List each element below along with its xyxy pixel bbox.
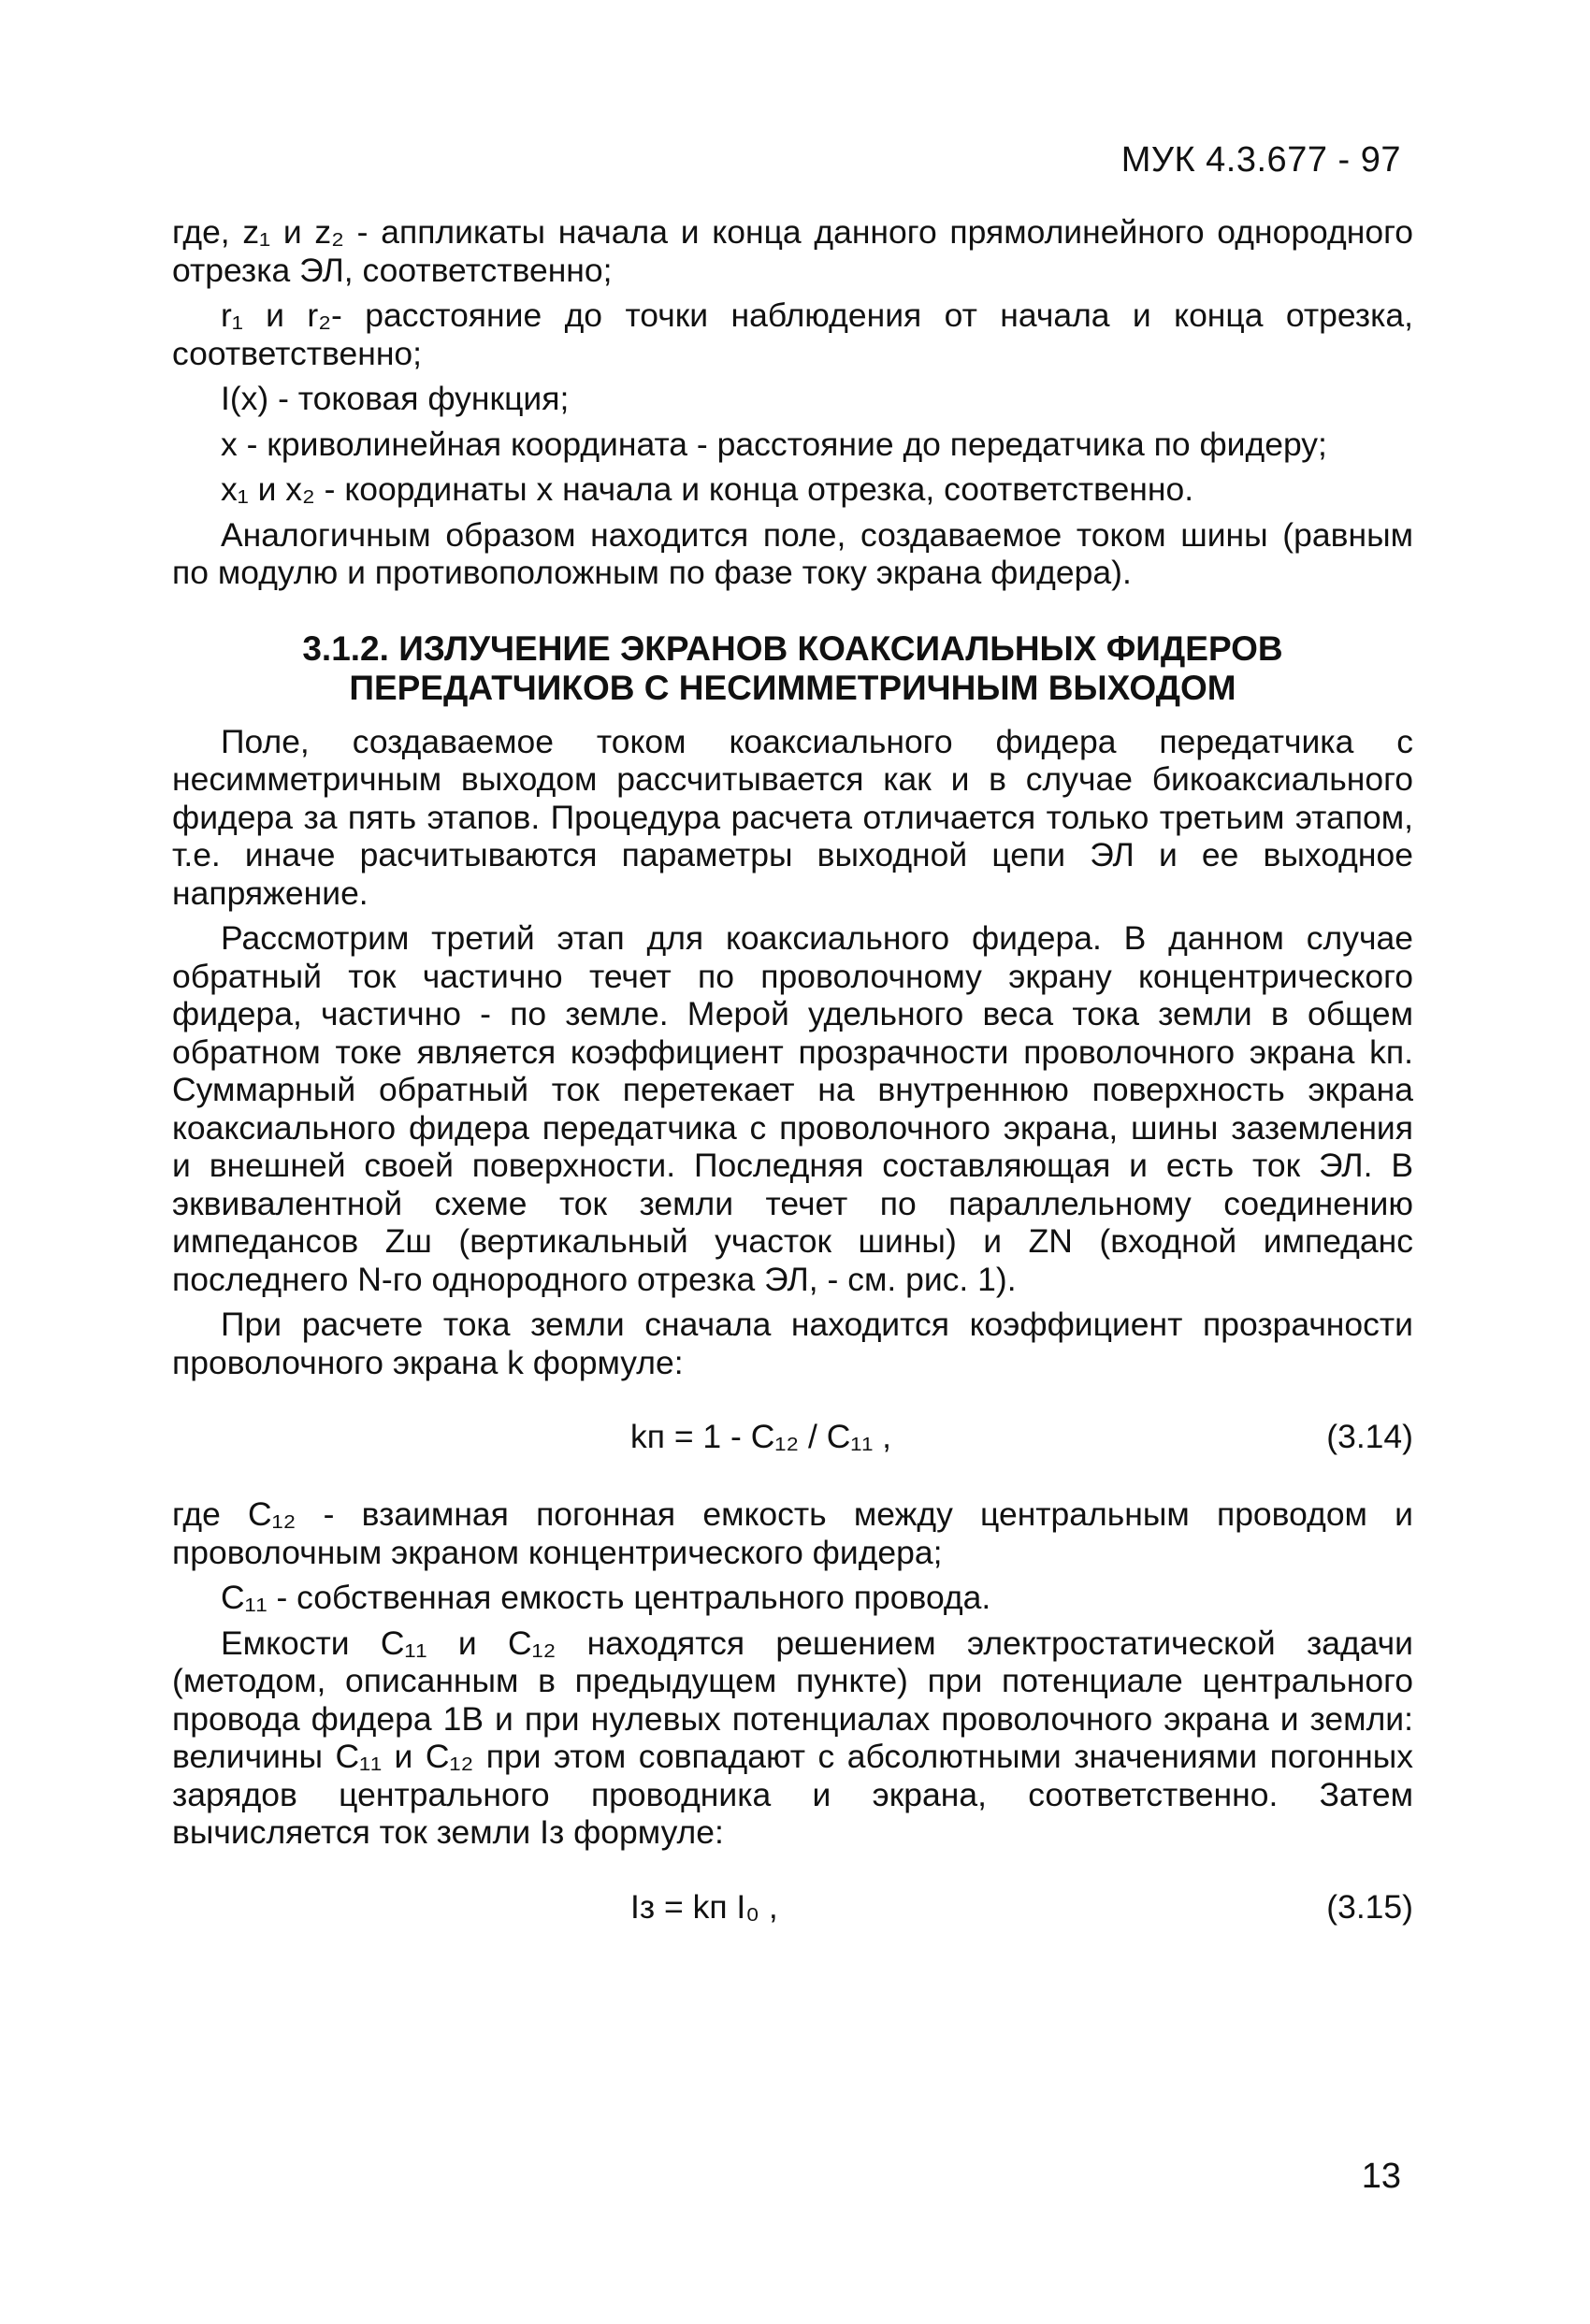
paragraph: Аналогичным образом находится поле, создаваемое током шины (равным по модулю и противоположным по фазе току экрана фидера). [172,515,1413,591]
formula-expression: Iз = kп I₀ , [630,1887,778,1926]
paragraph: r₁ и r₂- расстояние до точки наблюдения от начала и конца отрезка, соответственно; [172,296,1413,372]
paragraph: C₁₁ - собственная емкость центрального провода. [221,1579,991,1616]
paragraph: где C₁₂ - взаимная погонная емкость между центральным проводом и проволочным экраном концентрического фидера; [172,1495,1413,1571]
paragraph: где, z₁ и z₂ - аппликаты начала и конца данного прямолинейного однородного отрезка ЭЛ, соответственно; [172,213,1413,289]
paragraph: При расчете тока земли сначала находится коэффициент прозрачности проволочного экрана k формуле: [172,1306,1413,1381]
paragraph: I(x) - токовая функция; [221,380,570,417]
page-number: 13 [1361,2157,1401,2196]
paragraph: x₁ и x₂ - координаты x начала и конца отрезка, соответственно. [221,470,1194,508]
formula-number: (3.14) [1326,1418,1413,1455]
section-heading [172,629,1413,708]
section-heading-line: 3.1.2. ИЗЛУЧЕНИЕ ЭКРАНОВ КОАКСИАЛЬНЫХ ФИДЕРОВ [302,628,1283,668]
formula-number: (3.15) [1326,1887,1413,1926]
paragraph: Рассмотрим третий этап для коаксиального фидера. В данном случае обратный ток частично течет по проволочному экрану концентрического фидера, частично - по земле. Мерой удельного веса тока земли в общем обратном токе является коэффициент прозрачности проволочного экрана kп. Суммарный обратный ток перетекает на внутреннюю поверхность экрана коаксиального фидера передатчика с проволочного экрана, шины заземления и внешней своей поверхности. Последняя составляющая и есть ток ЭЛ. В эквивалентной схеме ток земли течет по параллельному соединению импедансов Zш (вертикальный участок шины) и ZN (входной импеданс последнего N-го однородного отрезка ЭЛ, - см. рис. 1). [172,919,1413,1298]
document-code: МУК 4.3.677 - 97 [1120,140,1401,180]
formula-expression: kп = 1 - C₁₂ / C₁₁ , [630,1418,892,1455]
formula-3-14 [172,1409,1413,1464]
paragraph: x - криволинейная координата - расстояние до передатчика по фидеру; [221,425,1327,463]
paragraph: Поле, создаваемое током коаксиального фидера передатчика с несимметричным выходом рассчитывается как и в случае бикоаксиального фидера за пять этапов. Процедура расчета отличается только третьим этапом, т.е. иначе расчитываются параметры выходной цепи ЭЛ и ее выходное напряжение. [172,722,1413,912]
section-heading-line: ПЕРЕДАТЧИКОВ С НЕСИММЕТРИЧНЫМ ВЫХОДОМ [349,668,1236,707]
body-text [172,213,1413,1966]
formula-3-15 [172,1880,1413,1934]
paragraph: Емкости C₁₁ и C₁₂ находятся решением электростатической задачи (методом, описанным в предыдущем пункте) при потенциале центрального провода фидера 1В и при нулевых потенциалах проволочного экрана и земли: величины C₁₁ и C₁₂ при этом совпадают с абсолютными значениями погонных зарядов центрального проводника и экрана, соответственно. Затем вычисляется ток земли Iз формуле: [172,1624,1413,1851]
